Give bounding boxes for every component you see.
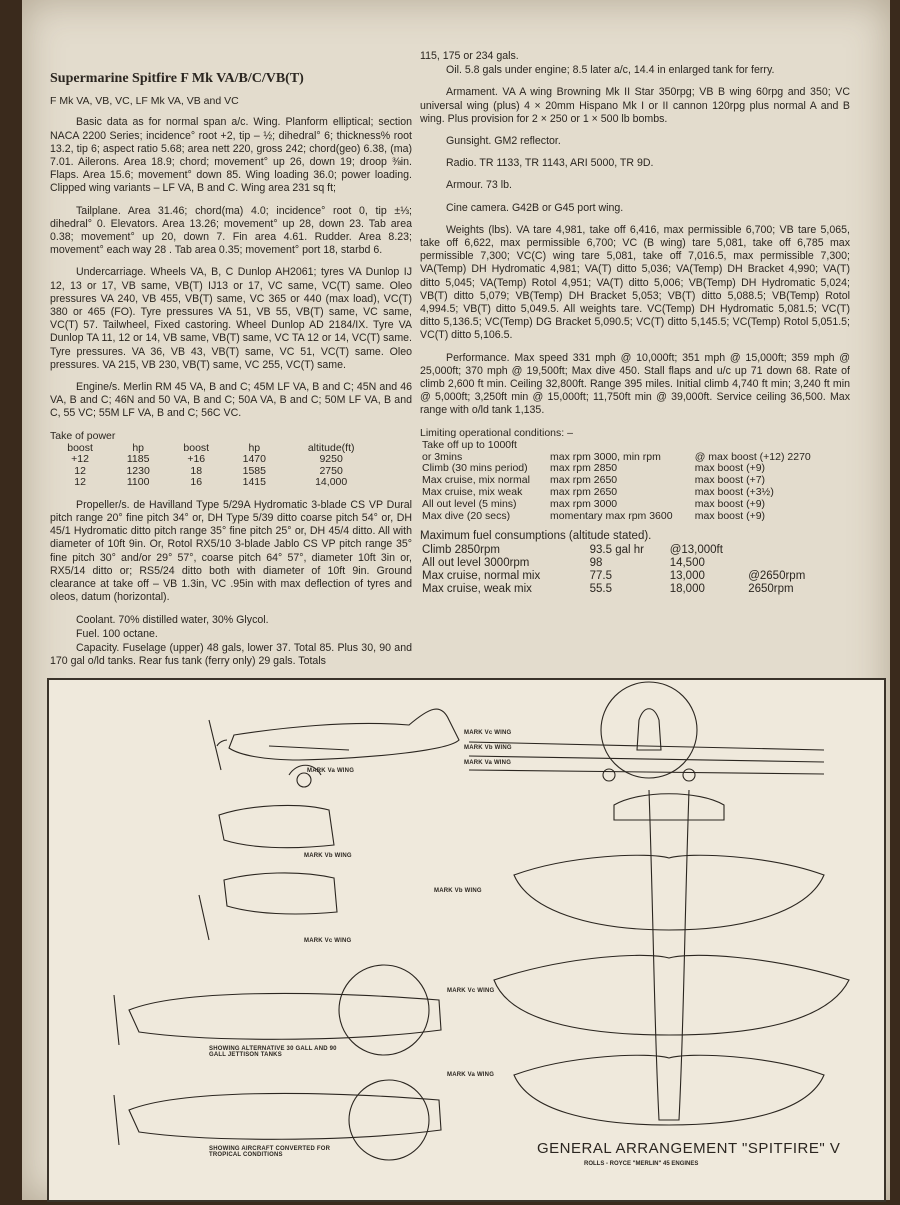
limits-caption: Limiting operational conditions: – xyxy=(420,426,573,439)
table-cell: @ max boost (+12) 2270 xyxy=(694,450,811,463)
table-cell: All out level (5 mins) xyxy=(422,497,517,510)
tailplane-paragraph: Tailplane. Area 31.46; chord(ma) 4.0; incidence° root 0, tip ±⅓; dihedral° 0. Elevators. Area 13.26; movement° up 28, down 23. Tab area 0.38; movement° up 20, down 7. Fin area 4.61. Rudder. Area 8.23; movement° each way 28 . Tab area 0.35; movement° port 18, starbd 6. xyxy=(50,204,412,257)
table-cell: All out level 3000rpm xyxy=(422,556,530,569)
table-cell: 12 xyxy=(74,464,86,477)
table-cell: 55.5 xyxy=(589,582,613,595)
spitfire-line-drawing xyxy=(49,680,884,1200)
radio-line: Radio. TR 1133, TR 1143, ARI 5000, TR 9D. xyxy=(446,157,654,170)
drawing-title: GENERAL ARRANGEMENT "SPITFIRE" V xyxy=(537,1140,841,1157)
table-cell xyxy=(746,557,830,570)
power-header-cell: boost xyxy=(67,441,93,454)
power-header-cell: boost xyxy=(183,441,210,454)
variant-list: F Mk VA, VB, VC, LF Mk VA, VB and VC xyxy=(50,95,239,108)
table-cell: @2650rpm xyxy=(748,569,806,582)
fuel-caption: Maximum fuel consumptions (altitude stated). xyxy=(420,530,652,543)
table-cell: 1585 xyxy=(242,464,266,477)
weights-paragraph: Weights (lbs). VA tare 4,981, take off 6,416, max permissible 6,700; VB tare 5,065, take off 6,622, max permissible 6,700; VC (B wing) tare 5,081, take off 6,785 max permissible 7,300; VC(C) wing tare 5,081, take off 7,016.5, max permissible 7,300; VA(Temp) DH Hydromatic 4,981; VA(T) ditto 5,036; VA(Temp) DH Bracket 4,990; VA(T) ditto 5,045; VA(Temp) Rotol 4,951; VA(T) ditto 5,006; VB(Temp) DH Hydromatic 5,024; VB(T) ditto 5,079; VB(Temp) DH Bracket 5,053; VB(T) ditto 5,088.5; VB(Temp) Rotol 4,994.5; VB(T) ditto 5,049.5. All weights tare. VC(Temp) DH Hydromatic 5,081.5; VC(T) ditto 5,136.5; VC(Temp) DG Bracket 5,090.5; VC(T) ditto 5,145.5; VC(Temp) Rotol 5,051.5; VC(T) ditto 5,106.5. xyxy=(420,223,850,342)
table-cell: 12 xyxy=(74,476,86,489)
table-row xyxy=(420,511,830,523)
mark-vc-wing-side-label: MARK Vc WING xyxy=(304,938,352,944)
undercarriage-paragraph: Undercarriage. Wheels VA, B, C Dunlop AH2061; tyres VA Dunlop IJ 12, 13 or 17, VB same, VB(T) IJ13 or 17, VC same, VC(T) same. Oleo pressures VA 240, VB 455, VB(T) same, VC 365 or 440 (max load), VC(T) 380 or 465 (FO). Tyre pressures VA 51, VB 55, VB(T) same, VC same, VC(T) 57. Tailwheel, Fixed castoring. Wheel Dunlop AD 2184/IX. Tyre VA Dunlop TA 11, 12 or 14, VB same, VB(T) same, VC TA 12 or 14, VC(T) same. Tyre pressures. VA 36, VB 43, VB(T) same, VC 51, VC(T) same. Oleo pressures. VA 215, VB 230, VB(T) same, VC 255, VC(T) same. xyxy=(50,266,412,371)
wing-paragraph: Basic data as for normal span a/c. Wing. Planform elliptical; section NACA 2200 Series; incidence° root +2, tip – ½; dihedral° 6; thickness% root 13.2, tip 6; aspect ratio 5.68; area nett 220, gross 242; chord(geo) 6.38, (ma) 7.01. Ailerons. Area 18.9; chord; movement° up 26, down 19; droop ⅜in. Flaps. Area 15.6; movement° down 85. Wing loading 36.0; power loading. Clipped wing variants – LF VA, B and C. Wing area 231 sq ft; xyxy=(50,116,412,195)
side-view-main xyxy=(209,709,459,787)
cine-camera-line: Cine camera. G42B or G45 port wing. xyxy=(446,201,624,214)
drawing-subtitle: ROLLS - ROYCE "MERLIN" 45 ENGINES xyxy=(584,1161,699,1167)
table-cell: Max cruise, weak mix xyxy=(422,582,532,595)
power-table-caption: Take of power xyxy=(50,429,116,442)
fuel-line: Fuel. 100 octane. xyxy=(76,627,158,640)
mark-vb-wing-plan-label: MARK Vb WING xyxy=(434,888,482,894)
table-cell: 14,500 xyxy=(669,556,705,569)
table-cell: 2750 xyxy=(319,464,343,477)
table-cell: max boost (+9) xyxy=(694,509,766,522)
table-cell: 1230 xyxy=(126,464,150,477)
table-row xyxy=(420,499,830,511)
table-cell: 1185 xyxy=(126,453,150,466)
armament-paragraph: Armament. VA A wing Browning Mk II Star 350rpg; VB B wing 60rpg and 350; VC universal wing (plus) 4 × 20mm Hispano Mk I or II cannon 120rpg plus normal A and B wing. Plus provision for 2 × 250 or 1 × 500 lb bombs. xyxy=(420,86,850,125)
page-title: Supermarine Spitfire F Mk VA/B/C/VB(T) xyxy=(50,71,304,86)
table-cell: or 3mins xyxy=(422,450,463,463)
table-cell: Max dive (20 secs) xyxy=(422,509,511,522)
table-cell xyxy=(548,440,693,452)
mark-vb-wing-label: MARK Vb WING xyxy=(464,745,512,751)
table-cell: max boost (+3½) xyxy=(694,486,774,499)
general-arrangement-drawing xyxy=(47,678,886,1202)
table-cell: 16 xyxy=(190,476,203,489)
power-header-cell: hp xyxy=(248,441,261,454)
table-row xyxy=(420,583,830,596)
plan-view xyxy=(494,790,849,1125)
table-cell: 18,000 xyxy=(669,582,705,595)
tropical-note: SHOWING AIRCRAFT CONVERTED FOR TROPICAL CONDITIONS xyxy=(209,1146,331,1158)
table-cell: 77.5 xyxy=(589,569,613,582)
table-row xyxy=(420,557,830,570)
table-cell: Climb (30 mins period) xyxy=(422,462,528,475)
propeller-paragraph: Propeller/s. de Havilland Type 5/29A Hydromatic 3-blade CS VP Dural pitch range 20° fine pitch 34° or, DH Type 5/39 ditto coarse pitch 54° or, DH 45/1 Hydromatic ditto pitch range 35° fine pitch 25° or, DH 45/4 ditto. All with diameter of 10ft 9in. Or, Rotol RX5/10 3-blade Jablo CS VP pitch range 35° fine pitch 30° and/or 29° 57°, coarse pitch 64° 57°, diameter 10ft 3in or, RX5/14 ditto or; RS5/24 ditto both with diameter of 10ft 9in. Ground clearance at take off – VB 1.3in, VC .95in with max deflection of tyres and oleos, datum (horizontal). xyxy=(50,498,412,604)
engine-paragraph: Engine/s. Merlin RM 45 VA, B and C; 45M LF VA, B and C; 45N and 46 VA, B and C; 46N and 50 VA, B and C; 50A VA, B and C; 50M LF VA, B and C, 55 VC; 55M LF VA, B and C; 56C VC. xyxy=(50,381,412,420)
power-header-cell: altitude(ft) xyxy=(307,441,355,454)
gunsight-line: Gunsight. GM2 reflector. xyxy=(446,135,561,148)
capacity-continued: 115, 175 or 234 gals. xyxy=(420,50,519,62)
table-cell: max rpm 3000, min rpm xyxy=(550,450,661,463)
book-page xyxy=(22,0,890,1200)
fuel-consumption-table xyxy=(420,530,850,595)
table-cell: max boost (+7) xyxy=(694,474,766,487)
table-cell: momentary max rpm 3600 xyxy=(550,509,673,522)
mark-va-wing-plan-label: MARK Va WING xyxy=(447,1072,495,1078)
performance-paragraph: Performance. Max speed 331 mph @ 10,000ft; 351 mph @ 15,000ft; 359 mph @ 25,000ft; 370 mph @ 19,500ft; Max dive 450. Stall flaps and u/c up 71 down 68. Rate of climb 2,600 ft min. Ceiling 32,800ft. Range 395 miles. Initial climb 4,740 ft min; 3,240 ft min @ 5,000ft; 3,250ft min @ 15,000ft; 11,750ft min @ 39,000ft. Service ceiling 36,500. Max range with o/ld tank 1,135. xyxy=(420,351,850,417)
table-cell: max rpm 2850 xyxy=(550,462,618,475)
left-column xyxy=(50,62,412,677)
table-cell: @13,000ft xyxy=(669,543,723,556)
table-row xyxy=(50,477,380,489)
table-cell: max rpm 2650 xyxy=(550,486,618,499)
table-cell: max rpm 3000 xyxy=(550,497,618,510)
table-cell: +16 xyxy=(187,453,206,466)
table-cell: Max cruise, mix normal xyxy=(422,474,530,487)
side-view-variants xyxy=(199,805,337,940)
front-view xyxy=(469,682,824,781)
power-header-cell: hp xyxy=(132,441,144,454)
capacity-paragraph: Capacity. Fuselage (upper) 48 gals, lower 37. Total 85. Plus 30, 90 and 170 gal o/ld tanks. Rear fus tank (ferry only) 29 gals. Totals xyxy=(50,641,412,668)
tanks-note: SHOWING ALTERNATIVE 30 GALL AND 90 GALL JETTISON TANKS xyxy=(209,1046,337,1058)
table-cell: 98 xyxy=(589,556,603,569)
table-row xyxy=(420,440,830,452)
table-cell: Take off up to 1000ft xyxy=(422,438,517,451)
table-cell: 1100 xyxy=(126,476,150,489)
mark-va-wing-side-label: MARK Va WING xyxy=(307,768,355,774)
mark-vb-wing-side-label: MARK Vb WING xyxy=(304,853,352,859)
table-cell: max boost (+9) xyxy=(694,462,766,475)
mark-vc-wing-plan-label: MARK Vc WING xyxy=(447,988,495,994)
table-cell: 1415 xyxy=(242,476,266,489)
side-view-tank-variants xyxy=(114,965,441,1160)
limits-table xyxy=(420,427,850,523)
table-cell: 2650rpm xyxy=(748,582,794,595)
table-cell: 13,000 xyxy=(669,569,705,582)
table-cell: 18 xyxy=(190,464,203,477)
right-column xyxy=(420,50,850,596)
table-row xyxy=(420,570,830,583)
table-cell: 14,000 xyxy=(315,476,348,489)
mark-va-wing-label: MARK Va WING xyxy=(464,760,512,766)
mark-vc-wing-label: MARK Vc WING xyxy=(464,730,512,736)
table-cell: Max cruise, mix weak xyxy=(422,486,523,499)
table-cell: max rpm 2650 xyxy=(550,474,618,487)
oil-paragraph: Oil. 5.8 gals under engine; 8.5 later a/c, 14.4 in enlarged tank for ferry. xyxy=(446,64,775,77)
table-cell: max boost (+9) xyxy=(694,497,766,510)
table-cell: Climb 2850rpm xyxy=(422,543,500,556)
table-row xyxy=(420,544,830,557)
coolant-line: Coolant. 70% distilled water, 30% Glycol. xyxy=(76,613,269,626)
armour-line: Armour. 73 lb. xyxy=(446,179,512,192)
table-cell: Max cruise, normal mix xyxy=(422,569,541,582)
table-cell xyxy=(746,544,830,557)
power-table xyxy=(50,430,412,489)
table-cell: +12 xyxy=(71,453,89,466)
table-cell: 1470 xyxy=(242,453,266,466)
table-cell: 93.5 gal hr xyxy=(589,543,644,556)
table-cell xyxy=(693,440,830,452)
table-cell: 9250 xyxy=(319,453,343,466)
